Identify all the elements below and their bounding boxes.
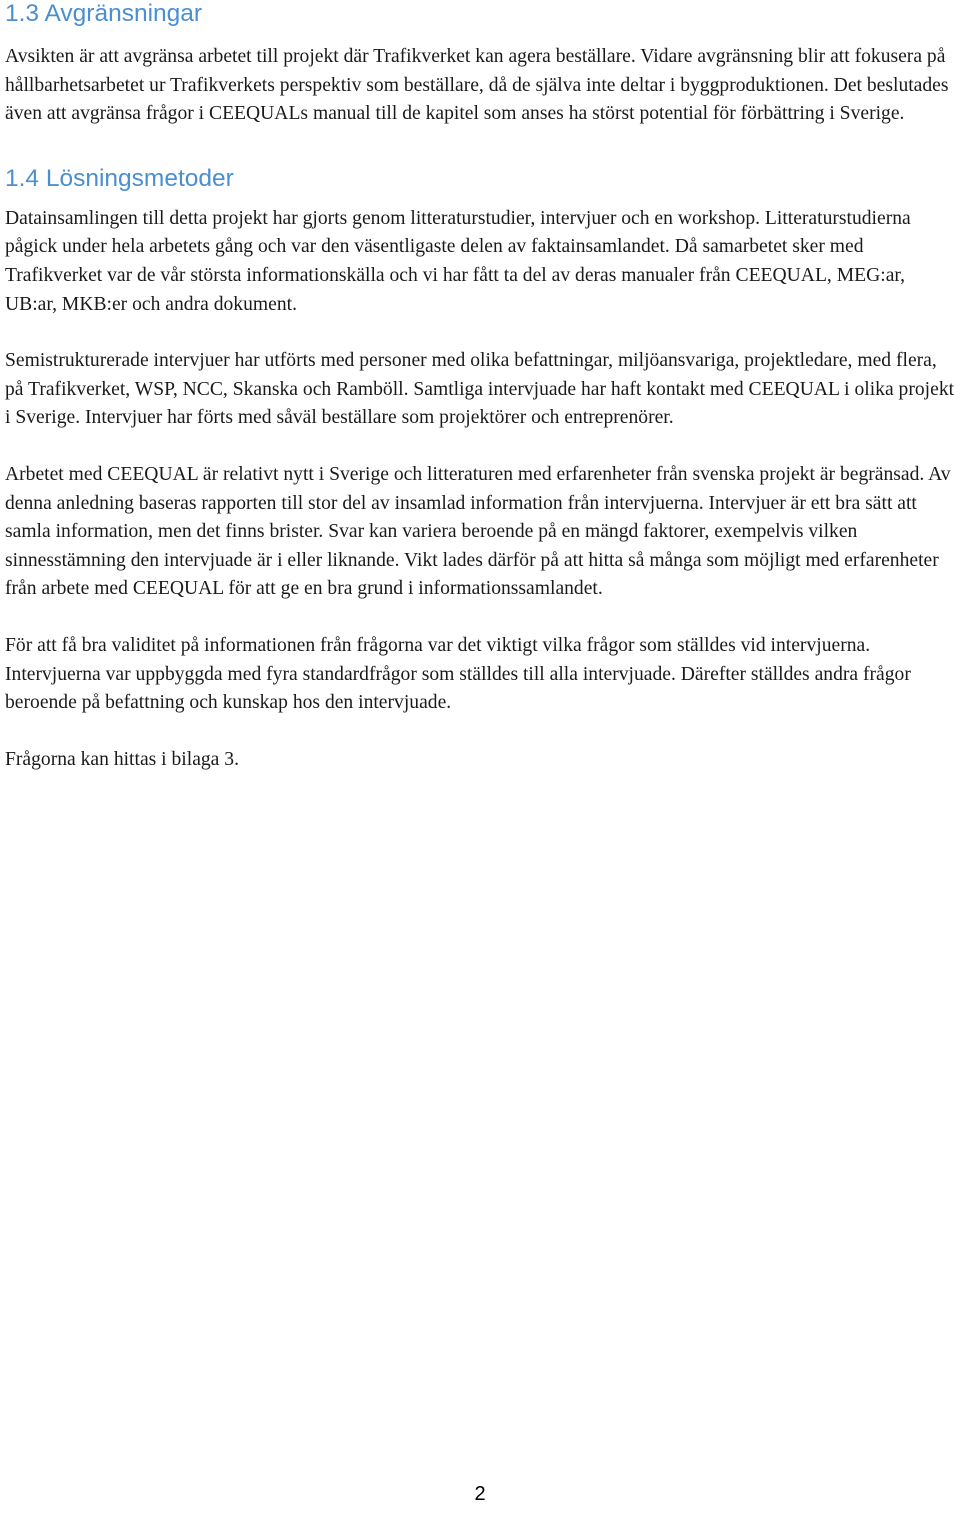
paragraph: Semistrukturerade intervjuer har utförts med personer med olika befattningar, miljöansvariga, projektledare, med flera, på Trafikverket, WSP, NCC, Skanska och Ramböll. Samtliga intervjuade har haft kontakt med CEEQUAL i olika projekt i Sverige. Intervjuer har förts med såväl beställare som projektörer och entreprenörer. xyxy=(5,350,955,429)
section-heading-1-3: 1.3 Avgränsningar xyxy=(5,0,203,27)
page-content xyxy=(5,0,955,774)
paragraph: För att få bra validitet på informationen från frågorna var det viktigt vilka frågor som ställdes vid intervjuerna. Intervjuerna var uppbyggda med fyra standardfrågor som ställdes till alla intervjuade. Därefter ställdes andra frågor beroende på befattning och kunskap hos den intervjuade. xyxy=(5,634,911,714)
page-number: 2 xyxy=(474,1483,486,1505)
paragraph: Datainsamlingen till detta projekt har gjorts genom litteraturstudier, intervjuer och en workshop. Litteraturstudierna pågick under hela arbetets gång och var den väsentligaste delen av faktainsamlandet. Då samarbetet sker med Trafikverket var de vår största informationskälla och vi har fått ta del av deras manualer från CEEQUAL, MEG:ar, UB:ar, MKB:er och andra dokument. xyxy=(5,207,911,315)
section-heading-1-4: 1.4 Lösningsmetoder xyxy=(5,164,234,192)
paragraph: Arbetet med CEEQUAL är relativt nytt i Sverige och litteraturen med erfarenheter från svenska projekt är begränsad. Av denna anledning baseras rapporten till stor del av insamlad information från intervjuerna. Intervjuer är ett bra sätt att samla information, men det finns brister. Svar kan variera beroende på en mängd faktorer, exempelvis vilken sinnesstämning den intervjuade är i eller liknande. Vikt lades därför på att hitta så många som möjligt med erfarenheter från arbete med CEEQUAL för att ge en bra grund i informationssamlandet. xyxy=(5,463,951,600)
section-losningsmetoder xyxy=(5,165,955,775)
section-avgransningar xyxy=(5,0,955,129)
paragraph: Frågorna kan hittas i bilaga 3. xyxy=(5,748,239,770)
paragraph: Avsikten är att avgränsa arbetet till projekt där Trafikverket kan agera beställare. Vidare avgränsning blir att fokusera på hållbarhetsarbetet ur Trafikverkets perspektiv som beställare, då de själva inte deltar i byggproduktionen. Det beslutades även att avgränsa frågor i CEEQUALs manual till de kapitel som anses ha störst potential för förbättring i Sverige. xyxy=(5,46,949,125)
